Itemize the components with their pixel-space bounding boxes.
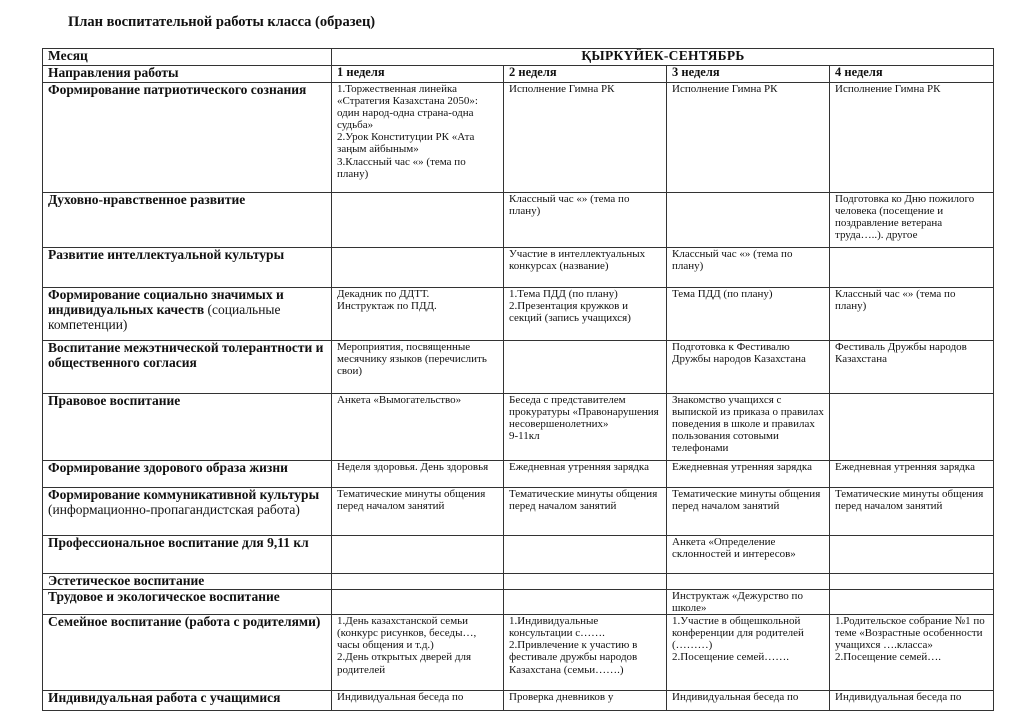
week-1-cell (332, 341, 504, 394)
cell-text: Анкета «Определение склонностей и интересов» (672, 536, 796, 561)
cell-text: 3.Классный час «» (тема по плану) (337, 155, 466, 180)
cell-text: Ежедневная утренняя зарядка (672, 461, 812, 473)
plan-row (43, 574, 994, 590)
week-3-cell (667, 590, 830, 615)
week-1-cell (332, 488, 504, 536)
week-4-cell (830, 248, 994, 288)
week-2-cell (504, 574, 667, 590)
direction-title: Эстетическое воспитание (48, 573, 205, 588)
week-4-cell (830, 461, 994, 488)
cell-text: Тематические минуты общения перед началом занятий (835, 488, 984, 513)
direction-title: Трудовое и экологическое воспитание (48, 589, 280, 604)
cell-text: Тематические минуты общения перед началом занятий (509, 488, 658, 513)
week-2-cell (504, 590, 667, 615)
direction-cell (43, 691, 332, 711)
cell-text: Тематические минуты общения перед началом занятий (337, 488, 486, 513)
week-2-cell (504, 83, 667, 193)
week-1-cell (332, 590, 504, 615)
cell-text: один народ-одна страна-одна судьба» (337, 107, 474, 132)
cell-text: Классный час «» (тема по плану) (509, 193, 630, 218)
week-3-header: 3 неделя (667, 66, 830, 83)
direction-cell (43, 341, 332, 394)
week-4-cell (830, 288, 994, 341)
direction-cell (43, 288, 332, 341)
cell-text: Проверка дневников у (509, 691, 614, 704)
week-3-cell (667, 83, 830, 193)
week-4-cell (830, 590, 994, 615)
plan-row (43, 691, 994, 711)
week-1-cell (332, 536, 504, 574)
week-3-cell (667, 341, 830, 394)
week-3-cell (667, 394, 830, 461)
week-2-cell (504, 615, 667, 691)
cell-text: Классный час «» (тема по плану) (835, 288, 956, 313)
direction-cell (43, 615, 332, 691)
cell-text: Инструктаж «Дежурство по школе» (672, 590, 803, 615)
week-3-cell (667, 574, 830, 590)
direction-title: Индивидуальная работа с учащимися (48, 690, 281, 706)
direction-title: Формирование патриотического сознания (48, 82, 307, 97)
cell-text: 2.День открытых дверей для родителей (337, 651, 472, 676)
cell-text: Мероприятия, посвященные месячнику языков (перечислить свои) (337, 341, 487, 378)
week-3-cell (667, 615, 830, 691)
direction-title: Правовое воспитание (48, 393, 181, 408)
week-3-cell (667, 461, 830, 488)
month-label: Месяц (43, 49, 332, 66)
cell-text: Участие в интеллектуальных конкурсах (название) (509, 248, 646, 273)
cell-text: Тема ПДД (по плану) (672, 288, 773, 300)
cell-text: Индивидуальная беседа по (337, 691, 464, 704)
cell-text: Подготовка к Фестивалю Дружбы народов Казахстана (672, 341, 806, 366)
plan-row (43, 394, 994, 461)
cell-text: 1.Тема ПДД (по плану) (509, 288, 618, 300)
cell-text: Тематические минуты общения перед началом занятий (672, 488, 821, 513)
direction-cell (43, 193, 332, 248)
week-3-cell (667, 288, 830, 341)
cell-text: Классный час «» (тема по плану) (672, 248, 793, 273)
week-4-cell (830, 394, 994, 461)
week-3-cell (667, 488, 830, 536)
week-2-cell (504, 341, 667, 394)
cell-text: Исполнение Гимна РК (672, 83, 778, 95)
week-2-cell (504, 394, 667, 461)
week-4-cell (830, 83, 994, 193)
document-title: План воспитательной работы класса (образец) (68, 14, 376, 30)
direction-cell (43, 461, 332, 488)
cell-text: 1.Индивидуальные консультации с……. (509, 615, 605, 640)
cell-text: Индивидуальная беседа по (672, 691, 799, 704)
cell-text: 2.Урок Конституции РК «Ата заңым айбыным» (337, 131, 475, 156)
week-2-cell (504, 461, 667, 488)
week-4-cell (830, 615, 994, 691)
cell-text: Беседа с представителем прокуратуры «Правонарушения несовершенолетних» (509, 394, 659, 431)
week-1-cell (332, 394, 504, 461)
cell-text: Декадник по ДДТТ. (337, 288, 430, 300)
week-4-cell (830, 193, 994, 248)
week-4-header: 4 неделя (830, 66, 994, 83)
plan-row (43, 590, 994, 615)
direction-cell (43, 394, 332, 461)
week-1-cell (332, 461, 504, 488)
cell-text: 2.Презентация кружков и секций (запись учащихся) (509, 300, 631, 325)
week-1-cell (332, 83, 504, 193)
cell-text: 1.Участие в общешкольной конференции для родителей (………) (672, 615, 804, 652)
month-header-row (43, 49, 994, 66)
direction-cell (43, 536, 332, 574)
cell-text: 1.Торжественная линейка «Стратегия Казахстана 2050»: (337, 83, 478, 108)
cell-text: Знакомство учащихся с выпиской из приказа о правилах поведения в школе и правилах пользования сотовыми телефонами (672, 394, 824, 455)
week-2-header: 2 неделя (504, 66, 667, 83)
cell-text: Исполнение Гимна РК (835, 83, 941, 95)
plan-row (43, 83, 994, 193)
direction-note: (информационно-пропагандистская работа) (48, 501, 300, 517)
week-3-cell (667, 193, 830, 248)
week-3-cell (667, 248, 830, 288)
cell-text: 1.Родительское собрание №1 по теме «Возрастные особенности учащихся ….класса» (835, 615, 985, 652)
week-3-cell (667, 536, 830, 574)
cell-text: Индивидуальная беседа по (835, 691, 962, 704)
direction-title: Формирование коммуникативной культуры (48, 487, 320, 502)
plan-row (43, 193, 994, 248)
direction-title: Развитие интеллектуальной культуры (48, 247, 285, 262)
cell-text: Подготовка ко Дню пожилого человека (посещение и поздравление ветерана труда…..). другое (835, 193, 975, 242)
plan-row (43, 288, 994, 341)
week-2-cell (504, 488, 667, 536)
week-1-cell (332, 615, 504, 691)
cell-text: Фестиваль Дружбы народов Казахстана (835, 341, 967, 366)
direction-cell (43, 488, 332, 536)
week-2-cell (504, 691, 667, 711)
plan-row (43, 461, 994, 488)
direction-cell (43, 248, 332, 288)
direction-cell (43, 83, 332, 193)
week-4-cell (830, 488, 994, 536)
plan-table (42, 48, 994, 711)
week-4-cell (830, 691, 994, 711)
cell-text: Неделя здоровья. День здоровья (337, 461, 489, 473)
direction-cell (43, 574, 332, 590)
plan-row (43, 536, 994, 574)
week-1-header: 1 неделя (332, 66, 504, 83)
week-1-cell (332, 691, 504, 711)
directions-label: Направления работы (43, 66, 332, 83)
direction-cell (43, 590, 332, 615)
week-1-cell (332, 288, 504, 341)
direction-title: Воспитание межэтнической толерантности и общественного согласия (48, 340, 324, 370)
plan-row (43, 488, 994, 536)
week-4-cell (830, 341, 994, 394)
week-header-row (43, 66, 994, 83)
week-4-cell (830, 574, 994, 590)
cell-text: Ежедневная утренняя зарядка (835, 461, 975, 473)
week-1-cell (332, 248, 504, 288)
week-1-cell (332, 574, 504, 590)
week-2-cell (504, 193, 667, 248)
plan-row (43, 341, 994, 394)
direction-title: Профессиональное воспитание для 9,11 кл (48, 535, 309, 550)
direction-note: (социальные компетенции) (48, 301, 281, 332)
cell-text: 1.День казахстанской семьи (конкурс рисунков, беседы…, часы общения и т.д.) (337, 615, 477, 652)
month-name: ҚЫРКҮЙЕК-СЕНТЯБРЬ (332, 49, 994, 66)
direction-title: Формирование здорового образа жизни (48, 460, 288, 475)
week-2-cell (504, 536, 667, 574)
cell-text: Исполнение Гимна РК (509, 83, 615, 95)
direction-title: Духовно-нравственное развитие (48, 192, 246, 207)
cell-text: 2.Посещение семей…. (835, 651, 942, 664)
cell-text: 2.Привлечение к участию в фестивале дружбы народов Казахстана (семьи…….) (509, 639, 638, 676)
week-2-cell (504, 248, 667, 288)
plan-row (43, 248, 994, 288)
week-2-cell (504, 288, 667, 341)
cell-text: Инструктаж по ПДД. (337, 300, 437, 313)
cell-text: Анкета «Вымогательство» (337, 394, 462, 406)
direction-title: Семейное воспитание (работа с родителями) (48, 614, 321, 630)
plan-row (43, 615, 994, 691)
cell-text: 2.Посещение семей……. (672, 651, 790, 664)
week-3-cell (667, 691, 830, 711)
week-1-cell (332, 193, 504, 248)
direction-title: Формирование социально значимых и индивидуальных качеств (48, 287, 284, 317)
cell-text: 9-11кл (509, 430, 540, 443)
cell-text: Ежедневная утренняя зарядка (509, 461, 649, 473)
week-4-cell (830, 536, 994, 574)
